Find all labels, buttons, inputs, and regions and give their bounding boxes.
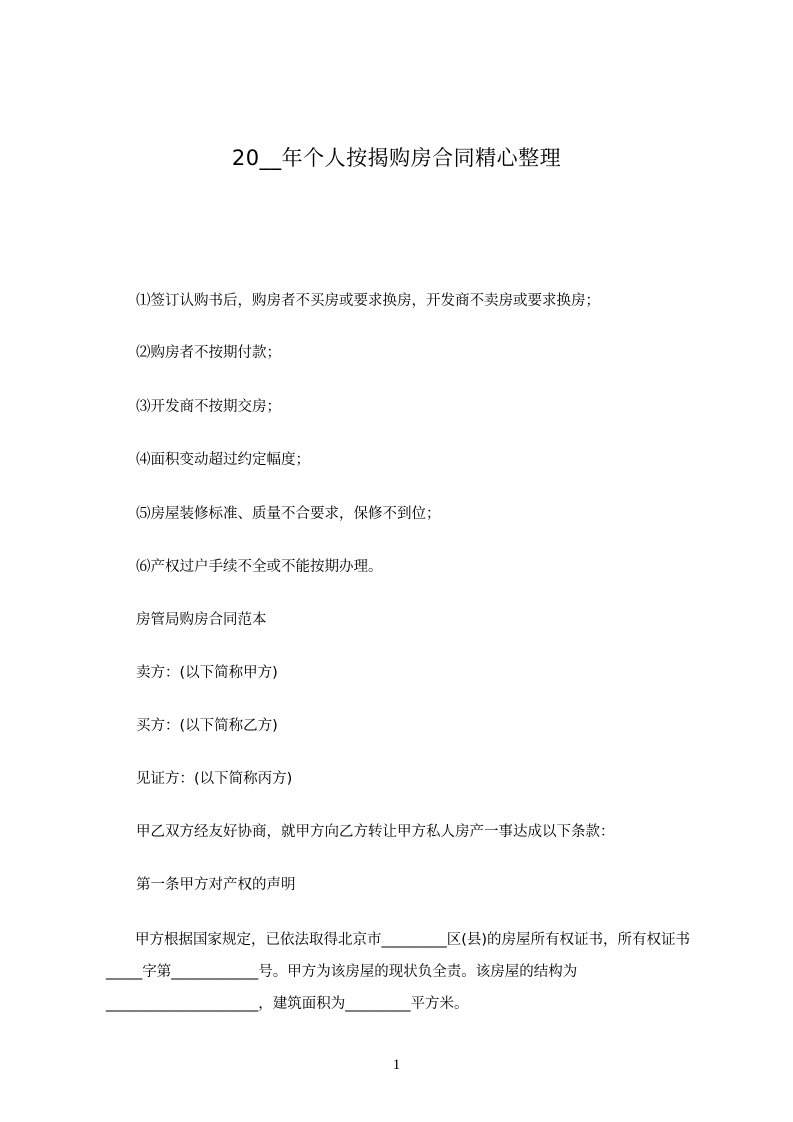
buyer-line: 买方：(以下简称乙方)	[136, 718, 278, 734]
section-heading: 房管局购房合同范本	[136, 612, 267, 628]
page-number: 1	[392, 1057, 401, 1073]
article-one-body: 甲方根据国家规定，已依法取得北京市_________区(县)的房屋所有权证书，所有权证书_____字第____________号。甲方为该房屋的现状负全责。该房屋的结构为_____________________，建筑面积为_________平方米。	[106, 932, 691, 1012]
clause-item-3: ⑶开发商不按期交房；	[136, 399, 281, 415]
clause-item-5: ⑸房屋装修标准、质量不合要求，保修不到位；	[136, 506, 441, 522]
clause-item-1: ⑴签订认购书后，购房者不买房或要求换房，开发商不卖房或要求换房；	[136, 293, 600, 309]
clause-item-4: ⑷面积变动超过约定幅度；	[136, 452, 310, 468]
document-title: 20__年个人按揭购房合同精心整理	[231, 146, 562, 170]
seller-line: 卖方：(以下简称甲方)	[136, 665, 278, 681]
agreement-intro: 甲乙双方经友好协商，就甲方向乙方转让甲方私人房产一事达成以下条款：	[136, 824, 615, 840]
clause-item-6: ⑹产权过户手续不全或不能按期办理。	[136, 559, 383, 575]
clause-item-2: ⑵购房者不按期付款；	[136, 345, 281, 361]
witness-line: 见证方：(以下简称丙方)	[136, 771, 293, 787]
article-one-heading: 第一条甲方对产权的声明	[136, 877, 296, 893]
